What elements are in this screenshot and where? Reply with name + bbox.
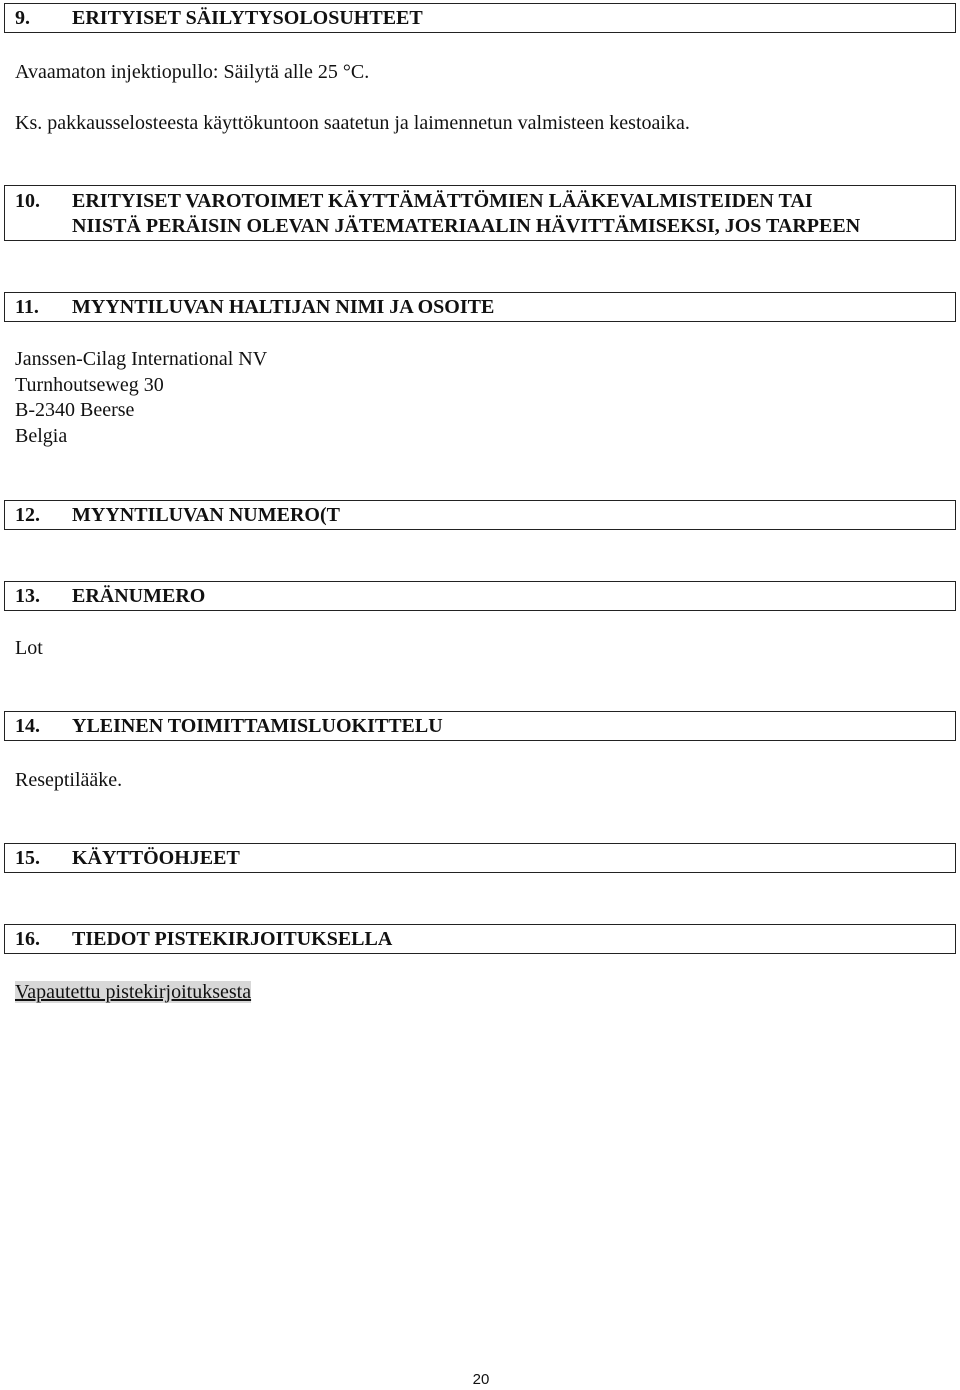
holder-street: Turnhoutseweg 30 (15, 374, 164, 396)
section-11-header (4, 292, 956, 322)
section-number: 16. (15, 928, 40, 950)
lot-label: Lot (15, 637, 43, 659)
holder-city: B-2340 Beerse (15, 399, 135, 421)
classification-text: Reseptilääke. (15, 769, 123, 791)
section-number: 15. (15, 847, 40, 869)
holder-country: Belgia (15, 425, 68, 447)
holder-name: Janssen-Cilag International NV (15, 348, 268, 370)
section-12-header (4, 500, 956, 530)
section-16-header (4, 924, 956, 954)
section-14-header (4, 711, 956, 741)
braille-text-highlight: Vapautettu pistekirjoituksesta (15, 981, 252, 1003)
page-number: 20 (472, 1371, 490, 1388)
section-title-line-2: NIISTÄ PERÄISIN OLEVAN JÄTEMATERIAALIN HÄVITTÄMISEKSI, JOS TARPEEN (72, 215, 861, 237)
section-title: TIEDOT PISTEKIRJOITUKSELLA (72, 928, 393, 950)
section-number: 10. (15, 190, 40, 212)
section-15-header (4, 843, 956, 873)
storage-text-2: Ks. pakkausselosteesta käyttökuntoon saatetun ja laimennetun valmisteen kestoaika. (15, 112, 690, 134)
section-9-header (4, 3, 956, 33)
section-title: MYYNTILUVAN NUMERO(T (72, 504, 340, 526)
section-title: ERITYISET SÄILYTYSOLOSUHTEET (72, 7, 423, 29)
section-number: 14. (15, 715, 40, 737)
section-number: 11. (15, 296, 39, 318)
section-title: ERÄNUMERO (72, 585, 206, 607)
section-title: KÄYTTÖOHJEET (72, 847, 240, 869)
storage-text-1: Avaamaton injektiopullo: Säilytä alle 25 °C. (15, 61, 370, 83)
section-13-header (4, 581, 956, 611)
section-title-line-1: ERITYISET VAROTOIMET KÄYTTÄMÄTTÖMIEN LÄÄKEVALMISTEIDEN TAI (72, 190, 813, 212)
section-number: 12. (15, 504, 40, 526)
section-10-header (4, 185, 956, 241)
braille-text (15, 980, 251, 1005)
section-number: 9. (15, 7, 30, 29)
section-title: YLEINEN TOIMITTAMISLUOKITTELU (72, 715, 443, 737)
section-number: 13. (15, 585, 40, 607)
section-title: MYYNTILUVAN HALTIJAN NIMI JA OSOITE (72, 296, 495, 318)
